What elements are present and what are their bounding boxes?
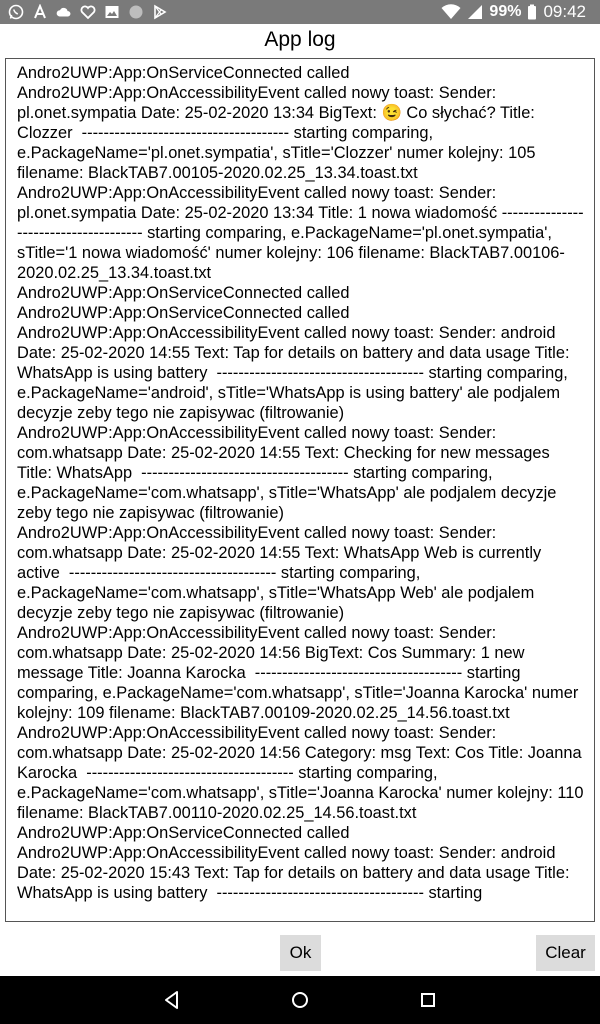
battery-icon: [527, 4, 537, 20]
system-status: [441, 2, 586, 22]
a-app-icon: [32, 4, 48, 20]
home-button[interactable]: [288, 988, 312, 1012]
signal-icon: [467, 4, 483, 20]
heart-icon: [80, 4, 96, 20]
notification-icons: [8, 4, 168, 20]
home-icon: [288, 988, 312, 1012]
status-bar: [0, 0, 600, 24]
page-title: App log: [264, 28, 336, 51]
navigation-bar: [0, 976, 600, 1024]
play-store-icon: [152, 4, 168, 20]
battery-percent: 99%: [489, 3, 522, 20]
wifi-icon: [441, 4, 461, 20]
ok-button[interactable]: Ok: [280, 935, 321, 971]
back-button[interactable]: [160, 988, 184, 1012]
clear-button[interactable]: Clear: [536, 935, 595, 971]
recent-apps-button[interactable]: [416, 988, 440, 1012]
circle-icon: [128, 4, 144, 20]
cloud-icon: [56, 4, 72, 20]
recent-apps-icon: [416, 988, 440, 1012]
log-content: Andro2UWP:App:OnServiceConnected called Andro2UWP:App:OnAccessibilityEvent called nowy toast: Sender: pl.onet.sympatia Date: 25-02-2020 13:34 BigText: 😉 Co słychać? Title: Clozzer -------------------------------------- starting comparing, e.PackageName='pl.onet.sympatia', sTitle='Clozzer' numer kolejny: 105 filename: BlackTAB7.00105-2020.02.25_13.34.toast.txt Andro2UWP:App:OnAccessibilityEvent called nowy toast: Sender: pl.onet.sympatia Date: 25-02-2020 13:34 Title: 1 nowa wiadomość -------------------------------------- starting comparing, e.PackageName='pl.onet.sympatia', sTitle='1 nowa wiadomość' numer kolejny: 106 filename: BlackTAB7.00106-2020.02.25_13.34.toast.txt Andro2UWP:App:OnServiceConnected called Andro2UWP:App:OnServiceConnected called Andro2UWP:App:OnAccessibilityEvent called nowy toast: Sender: android Date: 25-02-2020 14:55 Text: Tap for details on battery and data usage Title: WhatsApp is using battery -------------------------------------- starting comparing, e.PackageName='android', sTitle='WhatsApp is using battery' ale podjalem decyzje zeby tego nie zapisywac (filtrowanie) Andro2UWP:App:OnAccessibilityEvent called nowy toast: Sender: com.whatsapp Date: 25-02-2020 14:55 Text: Checking for new messages Title: WhatsApp -------------------------------------- starting comparing, e.PackageName='com.whatsapp', sTitle='WhatsApp' ale podjalem decyzje zeby tego nie zapisywac (filtrowanie) Andro2UWP:App:OnAccessibilityEvent called nowy toast: Sender: com.whatsapp Date: 25-02-2020 14:55 Text: WhatsApp Web is currently active -------------------------------------- starting comparing, e.PackageName='com.whatsapp', sTitle='WhatsApp Web' ale podjalem decyzje zeby tego nie zapisywac (filtrowanie) Andro2UWP:App:OnAccessibilityEvent called nowy toast: Sender: com.whatsapp Date: 25-02-2020 14:56 BigText: Cos Summary: 1 new message Title: Joanna Karocka -------------------------------------- starting comparing, e.PackageName='com.whatsapp', sTitle='Joanna Karocka' numer kolejny: 109 filename: BlackTAB7.00109-2020.02.25_14.56.toast.txt Andro2UWP:App:OnAccessibilityEvent called nowy toast: Sender: com.whatsapp Date: 25-02-2020 14:56 Category: msg Text: Cos Title: Joanna Karocka -------------------------------------- starting comparing, e.PackageName='com.whatsapp', sTitle='Joanna Karocka' numer kolejny: 110 filename: BlackTAB7.00110-2020.02.25_14.56.toast.txt Andro2UWP:App:OnServiceConnected called Andro2UWP:App:OnAccessibilityEvent called nowy toast: Sender: android Date: 25-02-2020 15:43 Text: Tap for details on battery and data usage Title: WhatsApp is using battery -------------------------------------- starting: [17, 64, 584, 902]
image-icon: [104, 4, 120, 20]
whatsapp-icon: [8, 4, 24, 20]
clock: 09:42: [543, 2, 586, 21]
back-icon: [160, 988, 184, 1012]
log-text-area[interactable]: [5, 58, 595, 922]
